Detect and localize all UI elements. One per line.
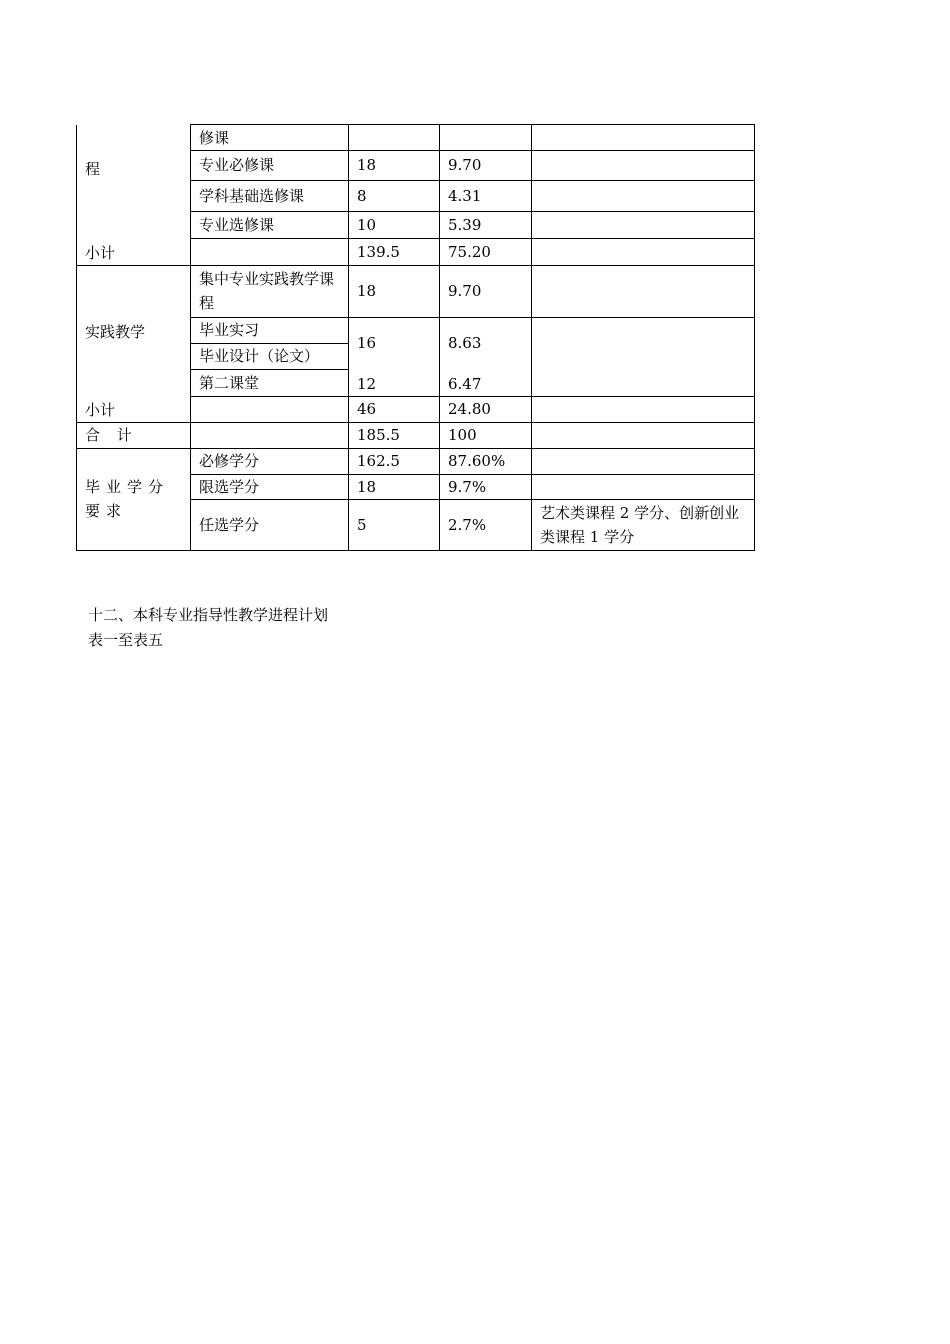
percent-value: 9.70 [440,265,532,317]
course-name: 第二课堂 [191,370,349,396]
course-name: 学科基础选修课 [191,180,349,211]
total-credits: 185.5 [349,422,440,448]
category-label-practice: 实践教学 [85,322,146,341]
empty-cell [191,239,349,265]
percent-value: 87.60% [440,448,532,474]
percent-value: 8.63 [448,333,482,352]
category-cell-courses [77,125,191,266]
subtotal-label: 小计 [85,400,116,419]
credits-value: 8 [349,180,440,211]
credits-value: 162.5 [349,448,440,474]
credits-value: 16 [357,333,377,352]
note-cell: 艺术类课程 2 学分、创新创业类课程 1 学分 [532,499,755,550]
subtotal-label: 小计 [85,243,116,262]
empty-cell [191,396,349,422]
credits-value: 18 [349,265,440,317]
table-row [77,448,755,474]
note-cell [532,151,755,180]
subtotal-percent: 75.20 [440,239,532,265]
total-label: 合 计 [77,422,191,448]
course-name: 修课 [191,125,349,151]
category-cell-graduation: 毕业学分要求 [77,448,191,550]
credits-value: 18 [349,151,440,180]
empty-cell [191,422,349,448]
percent-value: 2.7% [440,499,532,550]
course-name: 毕业实习 [191,317,349,343]
course-name: 集中专业实践教学课程 [191,265,349,317]
credits-value: 12 [357,374,377,393]
credit-type: 限选学分 [191,474,349,499]
credits-value: 5 [349,499,440,550]
course-name: 毕业设计（论文） [191,343,349,369]
note-cell [532,422,755,448]
percent-cell-merged [440,317,532,396]
section-subheading: 表一至表五 [88,631,164,649]
subtotal-credits: 139.5 [349,239,440,265]
credits-value [349,125,440,151]
category-label-courses: 程 [85,159,101,178]
credit-type: 必修学分 [191,448,349,474]
note-cell [532,265,755,317]
credits-value: 10 [349,211,440,238]
note-cell [532,396,755,422]
credit-distribution-table [76,124,755,551]
note-cell [532,448,755,474]
credits-cell-merged [349,317,440,396]
total-percent: 100 [440,422,532,448]
percent-value: 6.47 [448,374,482,393]
note-cell [532,317,755,396]
subtotal-credits: 46 [349,396,440,422]
percent-value: 9.70 [440,151,532,180]
credit-type: 任选学分 [191,499,349,550]
note-cell [532,474,755,499]
table-row-total [77,422,755,448]
category-cell-practice [77,265,191,422]
section-heading: 十二、本科专业指导性教学进程计划 [88,606,329,624]
percent-value: 9.7% [440,474,532,499]
course-name: 专业选修课 [191,211,349,238]
percent-value: 4.31 [440,180,532,211]
table-row [77,265,755,317]
course-name: 专业必修课 [191,151,349,180]
table-row [77,125,755,151]
subtotal-percent: 24.80 [440,396,532,422]
credits-value: 18 [349,474,440,499]
percent-value: 5.39 [440,211,532,238]
percent-value [440,125,532,151]
note-cell [532,239,755,265]
note-cell [532,125,755,151]
note-cell [532,211,755,238]
note-cell [532,180,755,211]
